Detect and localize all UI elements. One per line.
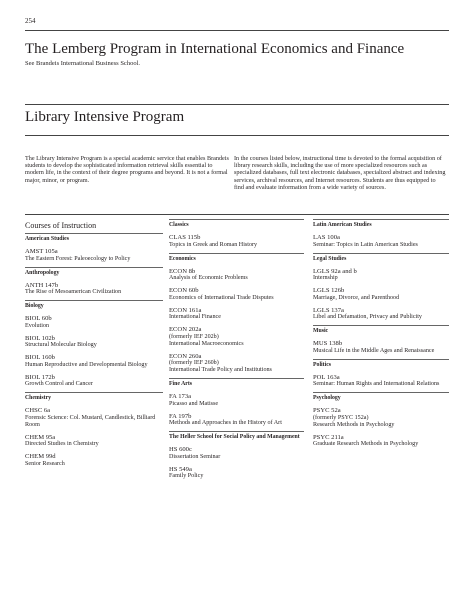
department-heading: Biology (25, 300, 163, 310)
course-title: Research Methods in Psychology (313, 421, 395, 428)
course-entry (313, 434, 449, 449)
course-code: CHSC 6a (25, 407, 51, 414)
course-code: LGLS 92a and b (313, 267, 357, 275)
course-title: Picasso and Matisse (169, 400, 219, 407)
course-entry (313, 268, 449, 283)
course-entry (313, 374, 449, 389)
course-code: BIOL 160b (25, 354, 55, 361)
course-entry (169, 446, 304, 461)
course-title: (formerly IEF 260b) (169, 360, 219, 366)
course-code: LGLS 126b (313, 287, 345, 294)
course-title: Economics of International Trade Disputes (169, 294, 274, 301)
course-entry (25, 453, 163, 468)
course-entry (25, 434, 163, 449)
course-column-3 (313, 219, 449, 448)
course-column-2 (169, 219, 304, 480)
course-code: ECON 161a (169, 306, 202, 314)
course-title: Directed Studies in Chemistry (25, 441, 99, 447)
course-code: ECON 260a (169, 352, 202, 360)
courses-heading: Courses of Instruction (25, 221, 97, 230)
program-see-note: See Brandeis International Business School. (25, 60, 140, 67)
department-heading: Economics (169, 253, 304, 263)
course-code: FA 197b (169, 412, 192, 420)
course-entry (169, 353, 304, 375)
course-entry (25, 315, 163, 330)
program-title: The Lemberg Program in International Economics and Finance (25, 41, 405, 57)
course-title: Seminar: Topics in Latin American Studies (313, 241, 418, 248)
course-title: International Macroeconomics (169, 340, 244, 347)
department-heading: American Studies (25, 233, 163, 243)
section-rule (25, 104, 449, 105)
course-code: BIOL 102b (25, 334, 55, 342)
course-title: International Trade Policy and Institutions (169, 367, 272, 373)
department-heading: Legal Studies (313, 253, 449, 263)
department-heading: Anthropology (25, 267, 163, 277)
department-heading: Politics (313, 359, 449, 369)
course-code: BIOL 172b (25, 373, 55, 381)
course-entry (25, 407, 163, 429)
course-title: (formerly IEF 202b) (169, 333, 219, 340)
header-rule (25, 30, 449, 31)
intro-paragraph-left: The Library Intensive Program is a special academic service that enables Brandeis students to develop the sophisticated information retrieval skills essential to modern life, in the context of their degree programs and beyond. It is not a formal major, minor, or program. (25, 155, 229, 184)
course-entry (25, 354, 163, 369)
course-code: ECON 8b (169, 267, 196, 275)
course-entry (169, 326, 304, 348)
course-title: Seminar: Human Rights and International Relations (313, 381, 440, 387)
course-title: Family Policy (169, 473, 204, 479)
course-title: Analysis of Economic Problems (169, 275, 248, 281)
course-title: Evolution (25, 322, 50, 329)
course-column-1 (25, 219, 163, 468)
course-code: CLAS 115b (169, 234, 201, 241)
section-title-rule (25, 135, 449, 136)
course-code: LGLS 137a (313, 306, 344, 314)
course-title: Marriage, Divorce, and Parenthood (313, 294, 400, 301)
course-code: ECON 202a (169, 326, 202, 333)
courses-rule (25, 214, 449, 215)
course-code: LAS 100a (313, 234, 340, 241)
course-title: Dissertation Seminar (169, 453, 221, 460)
course-code: CHEM 99d (25, 453, 56, 460)
course-title: Forensic Science: Col. Mustard, Candlestick, Billiard Room (25, 414, 156, 428)
course-entry (25, 374, 163, 389)
intro-paragraph-right: In the courses listed below, instructional time is devoted to the formal acquisition of library research skills, including the use of more specialized resources such as specialized databases, full text electronic databases, specialized abstract and indexing services, archival resources, and Internet resources. Students are thus equipped to find and evaluate information from a wide variety of sources. (234, 155, 446, 191)
course-entry (313, 234, 449, 249)
course-entry (25, 282, 163, 297)
course-entry (25, 335, 163, 350)
course-title: Topics in Greek and Roman History (169, 241, 258, 248)
course-entry (169, 287, 304, 302)
course-entry (169, 307, 304, 322)
course-title: Musical Life in the Middle Ages and Renaissance (313, 347, 435, 354)
course-code: BIOL 60b (25, 315, 52, 322)
course-title: Growth Control and Cancer (25, 381, 93, 387)
department-heading: The Heller School for Social Policy and Management (169, 431, 304, 441)
department-heading: Psychology (313, 392, 449, 402)
course-title: International Finance (169, 314, 221, 320)
course-entry (169, 393, 304, 408)
course-code: ANTH 147b (25, 281, 59, 289)
course-code: PSYC 52a (313, 407, 341, 414)
course-title: The Eastern Forest: Paleoecology to Policy (25, 255, 131, 262)
course-entry (169, 234, 304, 249)
department-heading: Fine Arts (169, 378, 304, 388)
course-code: AMST 105a (25, 248, 58, 255)
course-entry (313, 287, 449, 302)
department-heading: Chemistry (25, 392, 163, 402)
course-entry (313, 407, 449, 429)
department-heading: Classics (169, 219, 304, 229)
department-heading: Latin American Studies (313, 219, 449, 229)
course-code: POL 163a (313, 373, 340, 381)
course-title: Methods and Approaches in the History of Art (169, 420, 282, 426)
course-entry (25, 248, 163, 263)
course-entry (169, 268, 304, 283)
section-title: Library Intensive Program (25, 109, 185, 125)
course-title: Libel and Defamation, Privacy and Publicity (313, 314, 422, 320)
course-title: Human Reproductive and Developmental Biology (25, 361, 148, 368)
course-title: Structural Molecular Biology (25, 342, 97, 348)
course-title: (formerly PSYC 152a) (313, 414, 369, 421)
course-code: ECON 60b (169, 287, 199, 294)
department-heading: Music (313, 325, 449, 335)
course-entry (169, 413, 304, 428)
course-code: MUS 138b (313, 340, 343, 347)
course-code: CHEM 95a (25, 433, 56, 441)
course-code: HS 600c (169, 446, 192, 453)
course-code: PSYC 211a (313, 433, 344, 441)
course-title: Senior Research (25, 460, 65, 467)
course-entry (169, 466, 304, 481)
course-title: Graduate Research Methods in Psychology (313, 441, 419, 447)
course-title: Internship (313, 275, 338, 281)
course-title: The Rise of Mesoamerican Civilization (25, 289, 122, 295)
course-code: HS 549a (169, 465, 192, 473)
course-code: FA 173a (169, 393, 192, 400)
course-entry (313, 307, 449, 322)
course-entry (313, 340, 449, 355)
page-number: 254 (25, 17, 36, 25)
